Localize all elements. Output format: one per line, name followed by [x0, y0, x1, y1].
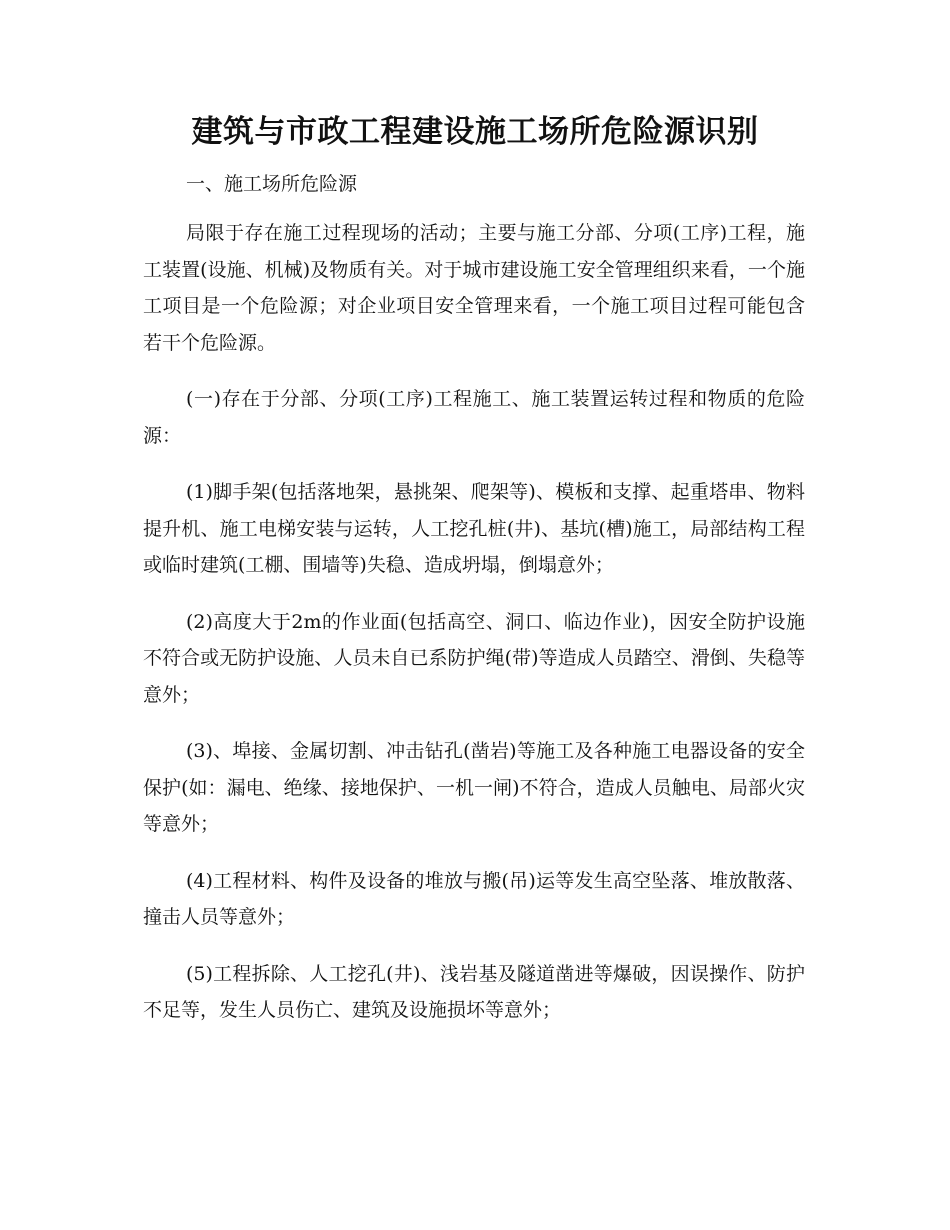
paragraph-item-5: (5)工程拆除、人工挖孔(井)、浅岩基及隧道凿进等爆破，因误操作、防护不足等，发生人员伤亡、建筑及设施损坏等意外； [143, 962, 805, 1021]
document-title: 建筑与市政工程建设施工场所危险源识别 [191, 114, 759, 150]
paragraph-item-1: (1)脚手架(包括落地架，悬挑架、爬架等)、模板和支撑、起重塔串、物料提升机、施工电梯安装与运转，人工挖孔桩(井)、基坑(槽)施工，局部结构工程或临时建筑(工棚、围墙等)失稳、造成坍塌，倒塌意外； [143, 481, 805, 576]
document-body [143, 215, 805, 1049]
paragraph-item-2: (2)高度大于2m的作业面(包括高空、洞口、临边作业)，因安全防护设施不符合或无防护设施、人员未自已系防护绳(带)等造成人员踏空、滑倒、失稳等意外； [143, 610, 805, 706]
paragraph-intro: 局限于存在施工过程现场的活动；主要与施工分部、分项(工序)工程，施工装置(设施、机械)及物质有关。对于城市建设施工安全管理组织来看，一个施工项目是一个危险源；对企业项目安全管理来看，一个施工项目过程可能包含若干个危险源。 [143, 222, 805, 354]
paragraph-subsection-1: (一)存在于分部、分项(工序)工程施工、施工装置运转过程和物质的危险源： [143, 388, 805, 447]
paragraph-item-3: (3)、埠接、金属切割、冲击钻孔(凿岩)等施工及各种施工电器设备的安全保护(如：漏电、绝缘、接地保护、一机一闸)不符合，造成人员触电、局部火灾等意外； [143, 740, 805, 835]
section-heading: 一、施工场所危险源 [186, 173, 358, 195]
paragraph-item-4: (4)工程材料、构件及设备的堆放与搬(吊)运等发生高空坠落、堆放散落、撞击人员等意外； [143, 869, 805, 928]
